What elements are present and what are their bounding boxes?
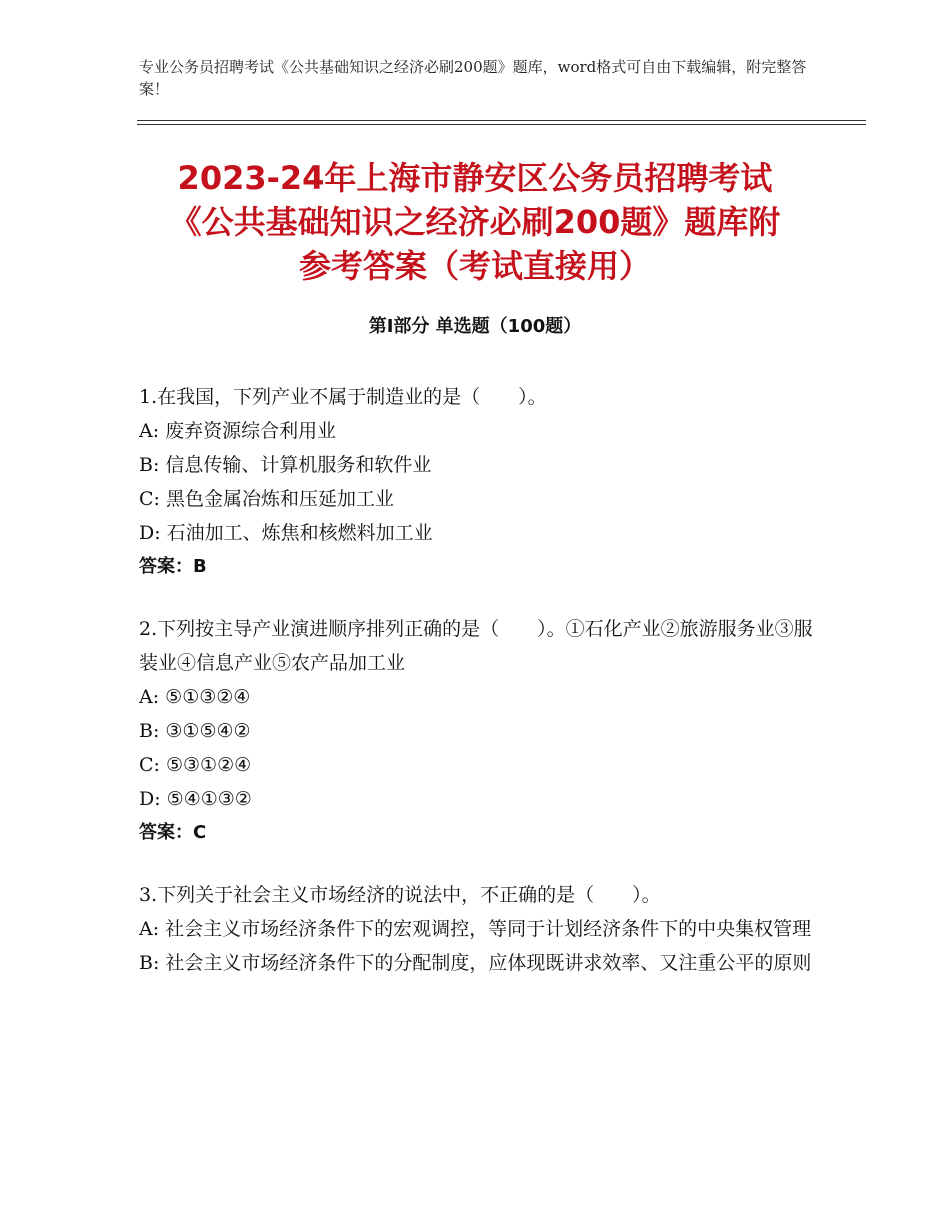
answer: 答案：C (139, 822, 207, 843)
section-heading: 第Ⅰ部分 单选题（100题） (368, 316, 582, 337)
question-stem: 2.下列按主导产业演进顺序排列正确的是（ ）。①石化产业②旅游服务业③服装业④信息产业⑤农产品加工业 (139, 618, 813, 674)
question-3 (139, 878, 819, 980)
title-line-1: 2023-24年上海市静安区公务员招聘考试 (177, 159, 773, 197)
option-a: A: ⑤①③②④ (139, 686, 251, 708)
option-a: A: 社会主义市场经济条件下的宏观调控，等同于计划经济条件下的中央集权管理 (139, 918, 812, 940)
option-b: B: ③①⑤④② (139, 720, 251, 742)
option-c: C: 黑色金属冶炼和压延加工业 (139, 488, 394, 510)
answer: 答案：B (139, 556, 207, 577)
option-d: D: 石油加工、炼焦和核燃料加工业 (139, 522, 433, 544)
option-b: B: 信息传输、计算机服务和软件业 (139, 454, 432, 476)
title-line-2: 《公共基础知识之经济必刷200题》题库附 (169, 203, 781, 241)
option-d: D: ⑤④①③② (139, 788, 252, 810)
option-c: C: ⑤③①②④ (139, 754, 252, 776)
question-list (139, 380, 819, 1008)
title-line-3: 参考答案（考试直接用） (298, 247, 651, 285)
option-b: B: 社会主义市场经济条件下的分配制度，应体现既讲求效率、又注重公平的原则 (139, 952, 812, 974)
header-note: 专业公务员招聘考试《公共基础知识之经济必刷200题》题库，word格式可自由下载编辑，附完整答案！ (139, 58, 807, 98)
option-a: A: 废弃资源综合利用业 (139, 420, 337, 442)
header-divider (137, 120, 866, 125)
question-stem: 3.下列关于社会主义市场经济的说法中，不正确的是（ ）。 (139, 884, 661, 906)
question-1 (139, 380, 819, 584)
question-2 (139, 612, 819, 850)
question-stem: 1.在我国，下列产业不属于制造业的是（ ）。 (139, 386, 547, 408)
document-title (100, 156, 850, 288)
